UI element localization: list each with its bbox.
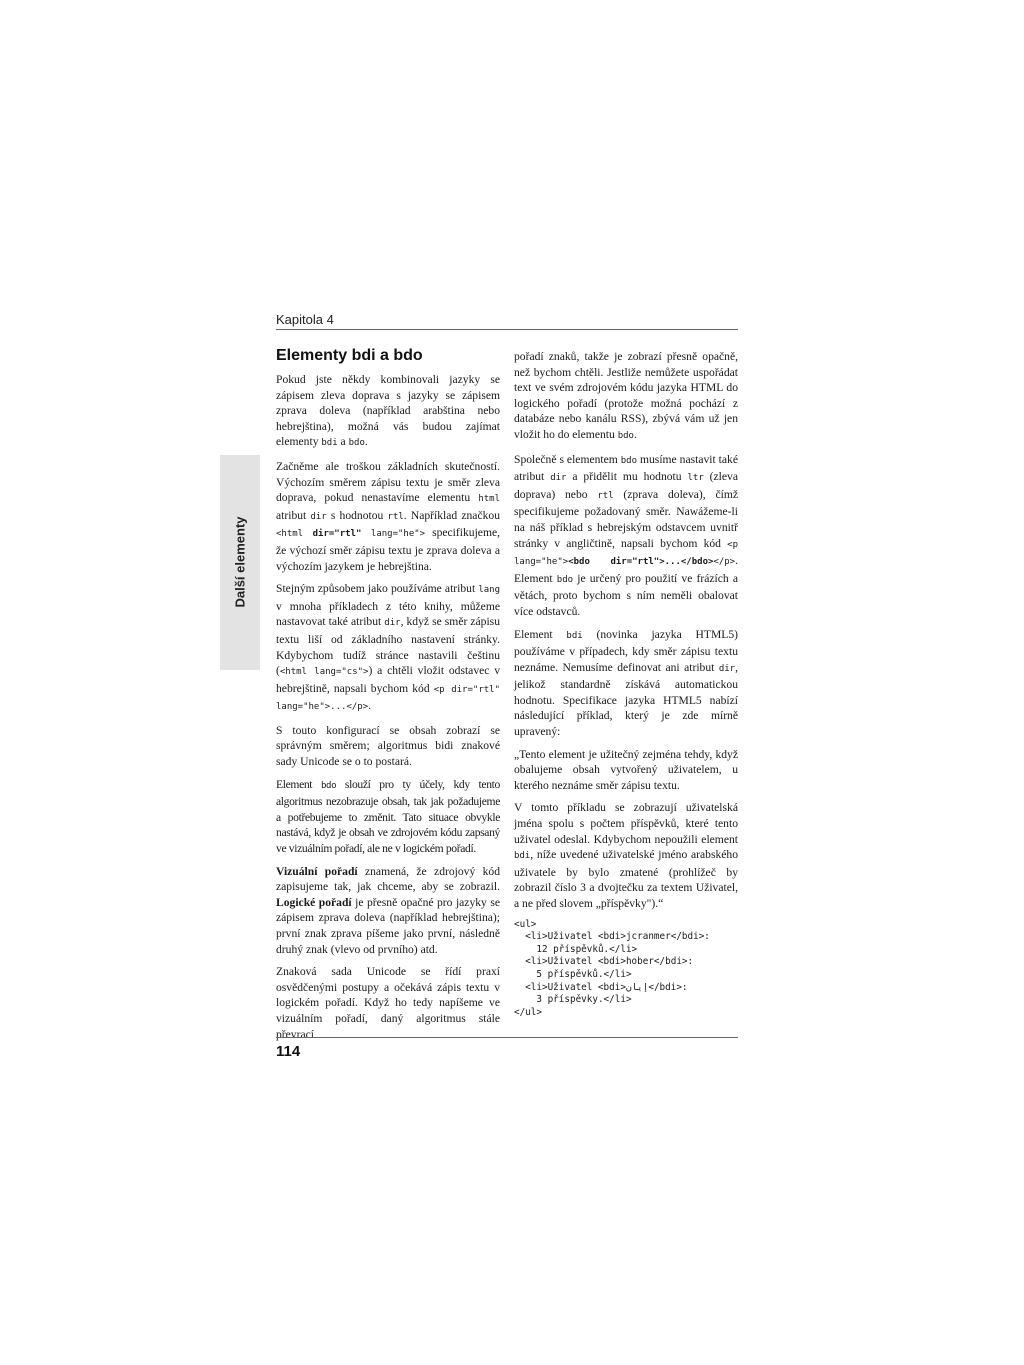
text-run: (zleva doprava) nebo bbox=[514, 470, 738, 501]
side-tab-label: Další elementy bbox=[232, 516, 248, 608]
inline-code: bdo bbox=[320, 780, 337, 791]
inline-code: bdo bbox=[617, 430, 634, 441]
paragraph-unicode: Znaková sada Unicode se řídí praxí osvědčenými postupy a očekává zápis textu v logickém pořadí. Když ho tedy napíšeme ve vizuálním pořadí, daný algoritmus stále převrací bbox=[276, 965, 500, 1041]
text-run: Element bbox=[514, 627, 567, 641]
text-run: , níže uvedené uživatelské jméno arabského uživatele by bylo zmatené (prohlížeč by zobrazil číslo 3 a dvojtečku za textem Uživatel, a ne před slovem „příspěvky").“ bbox=[514, 848, 738, 910]
inline-code: rtl bbox=[387, 511, 404, 522]
paragraph-bdo-purpose bbox=[276, 777, 500, 857]
chapter-label: Kapitola 4 bbox=[276, 312, 334, 327]
inline-code: dir bbox=[718, 663, 736, 674]
text-run: s hodnotou bbox=[326, 508, 388, 522]
inline-code: <p lang="he"> bbox=[514, 539, 738, 568]
inline-code: rtl bbox=[597, 490, 614, 501]
paragraph-basics bbox=[276, 459, 500, 574]
right-column bbox=[514, 349, 738, 1019]
text-run: , když se směr zápisu textu liší od základního nastavení stránky. Kdybychom tudíž stránce nastavili češtinu ( bbox=[276, 615, 500, 678]
inline-code: bdi bbox=[321, 438, 338, 449]
text-run: znamená, že zdrojový kód zapisujeme tak, jak chceme, aby se zobrazil. bbox=[276, 864, 500, 894]
text-run: , jelikož standardně získává automatickou hodnotu. Specifikace jazyka HTML5 nabízí následující příklad, který je zde mírně upravený: bbox=[514, 660, 738, 739]
text-run: slouží pro ty účely, kdy tento algoritmus nezobrazuje obsah, tak jak požadujeme a potřebujeme to změnit. Tato situace obvykle nastává, když je obsah ve zdrojovém kódu zapsaný ve vizuálním pořadí, ale ne v logickém pořadí. bbox=[276, 777, 500, 856]
text-run: . Například značkou bbox=[403, 508, 500, 522]
left-column bbox=[276, 346, 500, 1049]
text-run: je přesně opačné pro jazyky se zápisem zprava doleva (například hebrejština); první znak zprava píšeme jako první, následně druhý znak (vlevo od prvního) atd. bbox=[276, 895, 500, 956]
inline-code: <p dir="rtl" lang="he">...</p> bbox=[276, 684, 500, 713]
inline-code: dir bbox=[310, 511, 327, 522]
text-run: a bbox=[337, 435, 349, 449]
text-run: . bbox=[633, 427, 637, 441]
text-run: atribut bbox=[276, 508, 311, 522]
inline-code: bdi bbox=[566, 630, 583, 641]
text-run: (novinka jazyka HTML5) používáme v případech, kdy směr zápisu textu neznáme. Nemusíme definovat ani atribut bbox=[514, 627, 738, 674]
text-run: je určený pro použití ve frázích a větách, proto bychom s ním neměli obalovat více odstavců. bbox=[514, 571, 739, 618]
page-number: 114 bbox=[276, 1043, 301, 1060]
paragraph-visual-order bbox=[276, 864, 500, 958]
text-run: V tomto příkladu se zobrazují uživatelská jména spolu s počtem příspěvků, které tento uživatel odeslal. Kdybychom nepoužili element bbox=[514, 801, 738, 846]
text-run: musíme nastavit také atribut bbox=[514, 452, 738, 484]
bold-term: Vizuální pořadí bbox=[276, 864, 358, 878]
paragraph-bdo-dir bbox=[514, 452, 738, 620]
inline-code: </p> bbox=[713, 557, 736, 568]
text-run: v mnoha příkladech z této knihy, můžeme nastavovat také atribut bbox=[276, 599, 500, 629]
running-header bbox=[276, 312, 738, 330]
inline-code: lang="he"> bbox=[361, 529, 426, 540]
text-run: . bbox=[364, 435, 368, 449]
text-run: . Element bbox=[514, 554, 738, 585]
text-run: specifikujeme, že výchozí směr zápisu textu je zprava doleva a výchozím jazykem je hebrejština. bbox=[276, 526, 501, 573]
paragraph-example-description bbox=[514, 800, 738, 911]
text-run: Pokud jste někdy kombinovali jazyky se zápisem zleva doprava s jazyky se zápisem zprava doleva (například arabština nebo hebrejština), možná vás budou zajímat elementy bbox=[276, 373, 500, 449]
inline-code: lang bbox=[478, 585, 500, 596]
inline-code: bdo bbox=[556, 574, 574, 585]
text-run: Začněme ale troškou základních skutečností. Výchozím směrem zápisu textu je směr zleva doprava, pokud nenastavíme elementu bbox=[276, 459, 500, 505]
section-title: Elementy bdi a bdo bbox=[276, 347, 423, 364]
paragraph-reversed-order bbox=[514, 349, 738, 445]
inline-code: bdi bbox=[514, 851, 531, 862]
text-run: pořadí znaků, takže je zobrazí přesně opačně, než bychom chtěli. Jestliže nemůžete uspořádat text ve svém zdrojovém kódu jazyka HTML do logického pořadí (protože možná pochází z databáze nebo kanálu RSS), zbývá vám už jen vložit ho do elementu bbox=[514, 350, 738, 441]
inline-code: ltr bbox=[687, 473, 704, 484]
code-listing: <ul> <li>Uživatel <bdi>jcranmer</bdi>: 12 příspěvků.</li> <li>Uživatel <bdi>hober</bdi>: 5 příspěvků.</li> <li>Uživatel <bdi>إيان</bdi>: 3 příspěvky.</li> </ul> bbox=[514, 918, 710, 1018]
inline-code-bold: dir="rtl" bbox=[312, 529, 362, 540]
paragraph-bdi-element bbox=[514, 627, 738, 740]
paragraph-spec-quote: „Tento element je užitečný zejména tehdy, když obalujeme obsah vytvořený uživatelem, u kterého neznáme směr zápisu textu. bbox=[514, 747, 738, 792]
text-run: Stejným způsobem jako používáme atribut bbox=[276, 582, 479, 596]
text-run: Element bbox=[276, 777, 321, 791]
text-run: (zprava doleva), čímž specifikujeme požadovaný směr. Nawážeme-li na náš příklad s hebrejským odstavcem uvnitř stránky v angličtině, napsali bychom kód bbox=[514, 487, 738, 550]
paragraph-bidi-algorithm: S touto konfigurací se obsah zobrazí se správným směrem; algoritmus bidi znakové sady Unicode se o to postará. bbox=[276, 723, 500, 769]
inline-code-bold: <bdo dir="rtl">...</bdo> bbox=[568, 557, 714, 568]
inline-code: bdo bbox=[620, 455, 638, 466]
inline-code: bdo bbox=[348, 438, 365, 449]
inline-code: dir bbox=[550, 473, 567, 484]
inline-code: html bbox=[478, 494, 500, 505]
text-run: Společně s elementem bbox=[514, 452, 621, 466]
text-run: ) a chtěli vložit odstavec v hebrejštině, napsali bychom kód bbox=[276, 664, 501, 695]
paragraph-lang-attribute bbox=[276, 581, 500, 716]
text-run: . bbox=[368, 699, 372, 713]
page-footer bbox=[276, 1037, 738, 1060]
paragraph-intro bbox=[276, 372, 500, 452]
bold-term: Logické pořadí bbox=[276, 895, 352, 909]
inline-code: dir bbox=[384, 618, 401, 629]
text-run: a přidělit mu hodnotu bbox=[566, 470, 688, 484]
inline-code: <html bbox=[276, 529, 313, 540]
inline-code: <html lang="cs"> bbox=[279, 667, 369, 678]
side-tab bbox=[220, 455, 260, 670]
